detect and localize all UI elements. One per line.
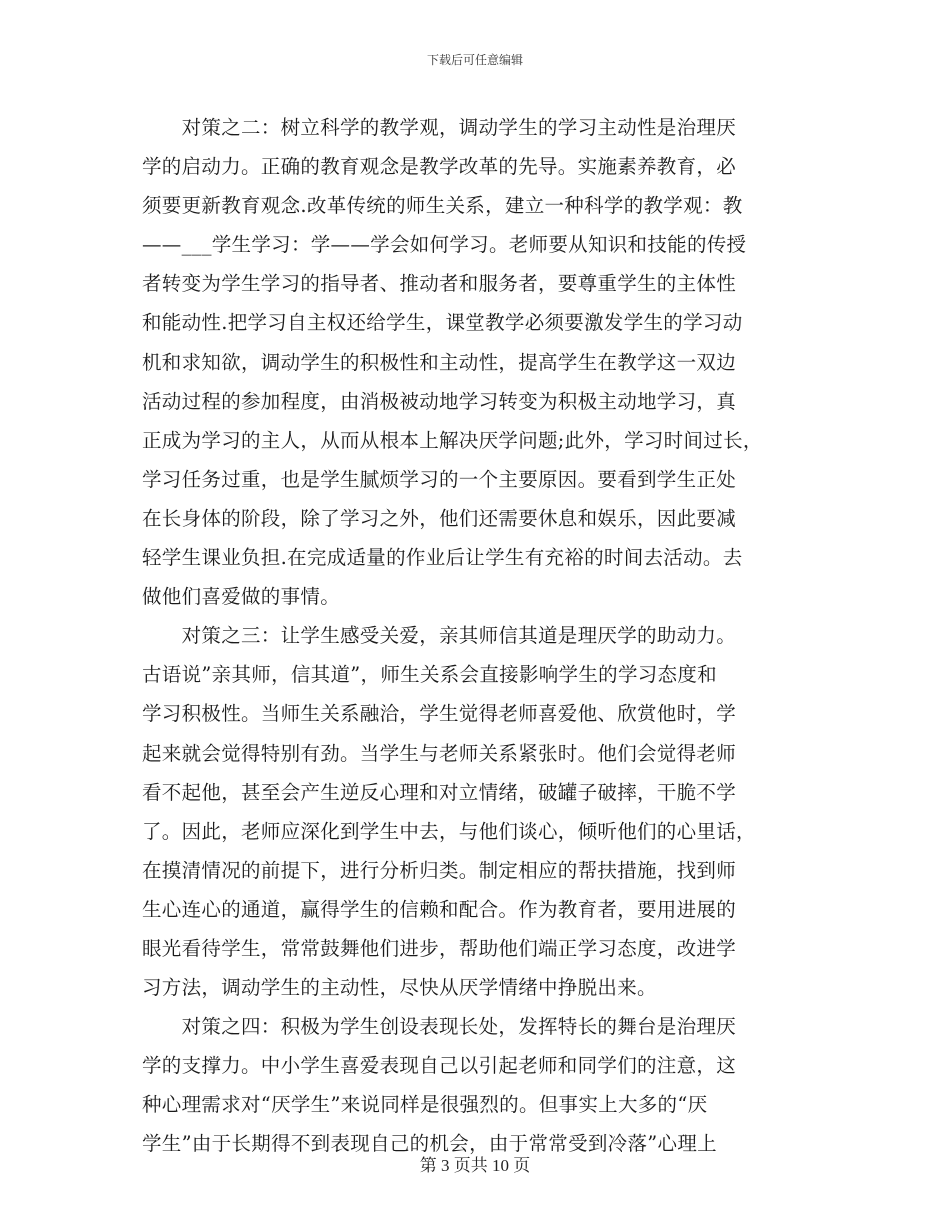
text-line: 活动过程的参加程度，由消极被动地学习转变为积极主动地学习，真 bbox=[142, 389, 737, 413]
text-line: 须要更新教育观念.改革传统的师生关系，建立一种科学的教学观：教 bbox=[142, 194, 743, 218]
text-line: 在长身体的阶段，除了学习之外，他们还需要休息和娱乐，因此要减 bbox=[142, 506, 737, 530]
text-line: ——___学生学习：学——学会如何学习。老师要从知识和技能的传授 bbox=[142, 233, 747, 257]
text-line: 古语说”亲其师，信其道”，师生关系会直接影响学生的学习态度和 bbox=[142, 663, 717, 687]
text-line: 学习积极性。当师生关系融洽，学生觉得老师喜爱他、欣赏他时，学 bbox=[142, 702, 737, 726]
text-line: 眼光看待学生，常常鼓舞他们进步，帮助他们端正学习态度，改进学 bbox=[142, 936, 737, 960]
text-line: 者转变为学生学习的指导者、推动者和服务者，要尊重学生的主体性 bbox=[142, 272, 737, 296]
text-line: 对策之三：让学生感受关爱，亲其师信其道是理厌学的助动力。 bbox=[142, 624, 737, 648]
text-line: 做他们喜爱做的事情。 bbox=[142, 585, 341, 609]
text-line: 学的支撑力。中小学生喜爱表现自己以引起老师和同学们的注意，这 bbox=[142, 1054, 737, 1078]
text-line: 学生”由于长期得不到表现自己的机会，由于常常受到冷落”心理上 bbox=[142, 1132, 717, 1156]
text-line: 和能动性.把学习自主权还给学生，课堂教学必须要激发学生的学习动 bbox=[142, 311, 743, 335]
document-body bbox=[142, 108, 814, 1164]
text-line: 起来就会觉得特别有劲。当学生与老师关系紧张时。他们会觉得老师 bbox=[142, 741, 737, 765]
text-line: 对策之四：积极为学生创设表现长处，发挥特长的舞台是治理厌 bbox=[142, 1015, 737, 1039]
text-line: 生心连心的通道，赢得学生的信赖和配合。作为教育者，要用进展的 bbox=[142, 897, 737, 921]
text-line: 对策之二：树立科学的教学观，调动学生的学习主动性是治理厌 bbox=[142, 116, 737, 139]
page-number: 第 3 页共 10 页 bbox=[419, 1156, 531, 1175]
text-line: 学习任务过重，也是学生腻烦学习的一个主要原因。要看到学生正处 bbox=[142, 467, 737, 491]
text-line: 种心理需求对“厌学生”来说同样是很强烈的。但事实上大多的“厌 bbox=[142, 1093, 708, 1117]
text-line: 轻学生课业负担.在完成适量的作业后让学生有充裕的时间去活动。去 bbox=[142, 546, 743, 570]
text-line: 习方法，调动学生的主动性，尽快从厌学情绪中挣脱出来。 bbox=[142, 976, 657, 1000]
text-line: 机和求知欲，调动学生的积极性和主动性，提高学生在教学这一双边 bbox=[142, 350, 737, 374]
text-line: 在摸清情况的前提下，进行分析归类。制定相应的帮扶措施，找到师 bbox=[142, 858, 737, 882]
text-line: 正成为学习的主人，从而从根本上解决厌学问题;此外，学习时间过长， bbox=[142, 428, 763, 452]
text-line: 看不起他，甚至会产生逆反心理和对立情绪，破罐子破摔，干脆不学 bbox=[142, 780, 737, 804]
text-line: 了。因此，老师应深化到学生中去，与他们谈心，倾听他们的心里话， bbox=[142, 819, 756, 843]
page-header-note: 下载后可任意编辑 bbox=[426, 53, 523, 67]
text-line: 学的启动力。正确的教育观念是教学改革的先导。实施素养教育，必 bbox=[142, 155, 737, 179]
